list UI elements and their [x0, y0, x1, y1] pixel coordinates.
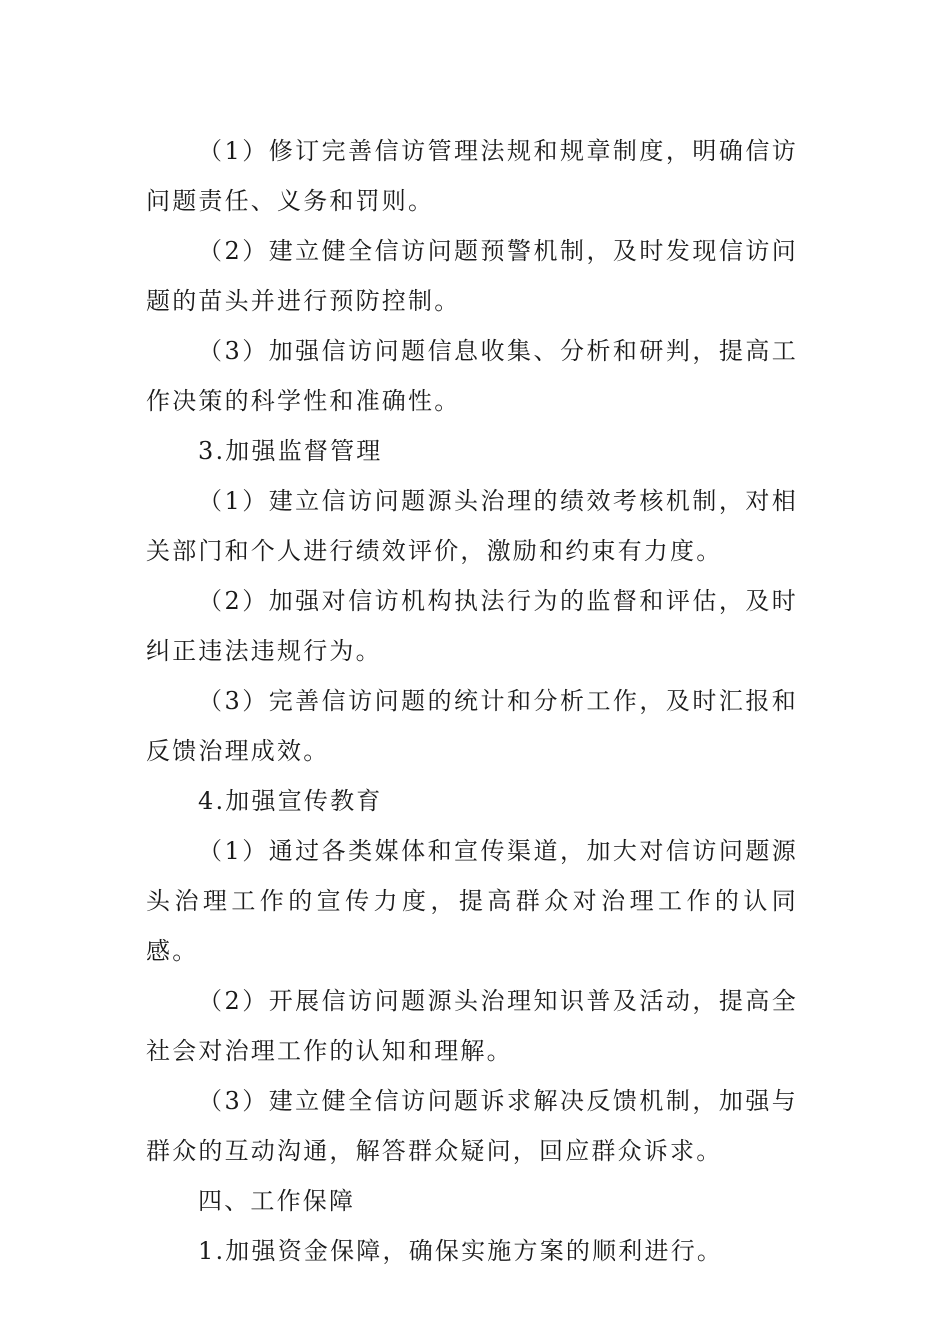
paragraph-2-early-warning: （2）建立健全信访问题预警机制，及时发现信访问题的苗头并进行预防控制。: [146, 237, 798, 315]
section-heading-publicity-education: 4.加强宣传教育: [198, 787, 383, 815]
paragraph-6-statistics-reporting: （3）完善信访问题的统计和分析工作，及时汇报和反馈治理成效。: [146, 687, 798, 765]
paragraph-8-knowledge-popularization: （2）开展信访问题源头治理知识普及活动，提高全社会对治理工作的认知和理解。: [146, 987, 798, 1065]
paragraph-9-feedback-mechanism: （3）建立健全信访问题诉求解决反馈机制，加强与群众的互动沟通，解答群众疑问，回应群众诉求。: [146, 1087, 798, 1165]
document-body: [146, 126, 798, 1276]
paragraph-10-funding-guarantee: 1.加强资金保障，确保实施方案的顺利进行。: [198, 1237, 724, 1265]
section-heading-work-guarantee: 四、工作保障: [198, 1187, 356, 1215]
paragraph-7-media-publicity: （1）通过各类媒体和宣传渠道，加大对信访问题源头治理工作的宣传力度，提高群众对治理工作的认同感。: [146, 837, 798, 965]
paragraph-1-revise-regulations: （1）修订完善信访管理法规和规章制度，明确信访问题责任、义务和罚则。: [146, 137, 798, 215]
paragraph-4-performance-assessment: （1）建立信访问题源头治理的绩效考核机制，对相关部门和个人进行绩效评价，激励和约束有力度。: [146, 487, 798, 565]
paragraph-5-enforcement-supervision: （2）加强对信访机构执法行为的监督和评估，及时纠正违法违规行为。: [146, 587, 798, 665]
paragraph-3-information-analysis: （3）加强信访问题信息收集、分析和研判，提高工作决策的科学性和准确性。: [146, 337, 798, 415]
section-heading-supervision: 3.加强监督管理: [198, 437, 383, 465]
